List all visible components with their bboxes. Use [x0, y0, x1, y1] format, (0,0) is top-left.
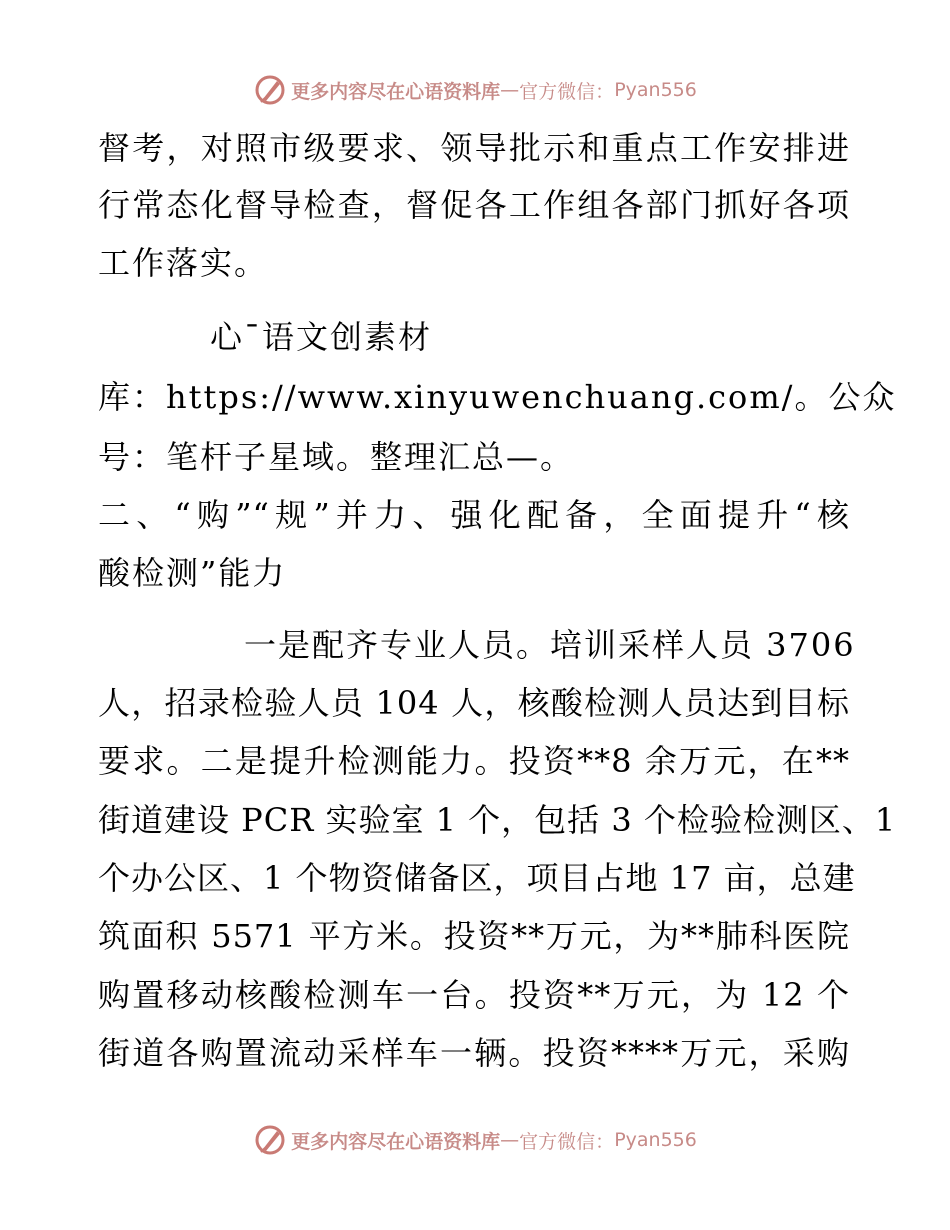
body-line: 督考，对照市级要求、领导批示和重点工作安排进	[98, 129, 850, 167]
quill-logo-icon	[253, 73, 287, 107]
banner-text: 更多内容尽在心语资料库	[291, 1130, 501, 1153]
body-line: 行常态化督导检查，督促各工作组各部门抓好各项	[98, 186, 850, 224]
banner-wechat-label: 官方微信：	[519, 1130, 615, 1153]
section-heading-line: 酸检测”能力	[98, 554, 287, 592]
header-banner	[0, 70, 950, 110]
banner-text: 更多内容尽在心语资料库	[291, 80, 501, 103]
banner-wechat-id: Pyan556	[614, 1129, 697, 1151]
body-line: 购置移动核酸检测车一台。投资**万元，为 12 个	[98, 976, 850, 1014]
body-line: 人，招录检验人员 104 人，核酸检测人员达到目标	[98, 684, 850, 722]
banner-separator: —	[500, 79, 520, 101]
body-line: 筑面积 5571 平方米。投资**万元，为**肺科医院	[98, 917, 850, 955]
body-line: 一是配齐专业人员。培训采样人员 3706	[244, 626, 856, 664]
body-line: 号：笔杆子星域。整理汇总—。	[98, 438, 575, 476]
section-heading-line: 二、“购”“规”并力、强化配备，全面提升“核	[98, 496, 850, 534]
banner-separator: —	[500, 1129, 520, 1151]
body-line: 心¯语文创素材	[210, 318, 433, 356]
body-line: 街道各购置流动采样车一辆。投资****万元，采购	[98, 1034, 850, 1072]
body-line: 工作落实。	[98, 244, 269, 282]
banner-wechat-id: Pyan556	[614, 79, 697, 101]
footer-banner	[0, 1120, 950, 1160]
body-line: 要求。二是提升检测能力。投资**8 余万元，在**	[98, 742, 850, 780]
body-line: 库：https://www.xinyuwenchuang.com/。公众	[98, 378, 897, 416]
body-line: 个办公区、1 个物资储备区，项目占地 17 亩，总建	[98, 859, 856, 897]
body-line: 街道建设 PCR 实验室 1 个，包括 3 个检验检测区、1	[98, 801, 897, 839]
quill-logo-icon	[253, 1123, 287, 1157]
banner-wechat-label: 官方微信：	[519, 80, 615, 103]
